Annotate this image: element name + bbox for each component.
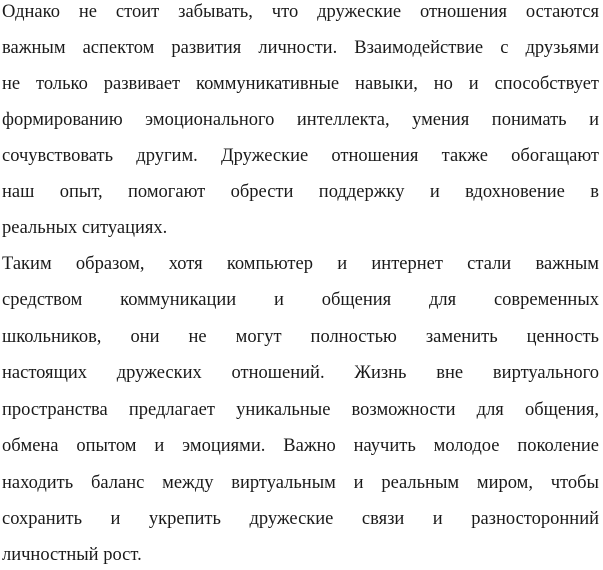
paragraph-1-line-5: сочувствовать другим. Дружеские отношения также обогащают bbox=[2, 146, 599, 166]
paragraph-2-line-3: школьников, они не могут полностью заменить ценность bbox=[2, 327, 599, 347]
paragraph-2-line-1: Таким образом, хотя компьютер и интернет стали важным bbox=[2, 254, 599, 274]
paragraph-2-line-8: сохранить и укрепить дружеские связи и разносторонний bbox=[2, 509, 599, 529]
paragraph-1-line-1: Однако не стоит забывать, что дружеские отношения остаются bbox=[2, 2, 599, 22]
paragraph-2-line-9: личностный рост. bbox=[2, 545, 142, 565]
paragraph-2-line-7: находить баланс между виртуальным и реальным миром, чтобы bbox=[2, 473, 599, 493]
paragraph-1-line-3: не только развивает коммуникативные навыки, но и способствует bbox=[2, 74, 599, 94]
paragraph-2-line-2: средством коммуникации и общения для современных bbox=[2, 290, 599, 310]
paragraph-1-line-2: важным аспектом развития личности. Взаимодействие с друзьями bbox=[2, 38, 599, 58]
paragraph-1-line-7: реальных ситуациях. bbox=[2, 218, 168, 238]
paragraph-2-line-4: настоящих дружеских отношений. Жизнь вне виртуального bbox=[2, 363, 599, 383]
paragraph-1-line-4: формированию эмоционального интеллекта, умения понимать и bbox=[2, 110, 599, 130]
paragraph-2-line-6: обмена опытом и эмоциями. Важно научить молодое поколение bbox=[2, 436, 599, 456]
paragraph-2-line-5: пространства предлагает уникальные возможности для общения, bbox=[2, 400, 599, 420]
paragraph-1-line-6: наш опыт, помогают обрести поддержку и вдохновение в bbox=[2, 182, 599, 202]
